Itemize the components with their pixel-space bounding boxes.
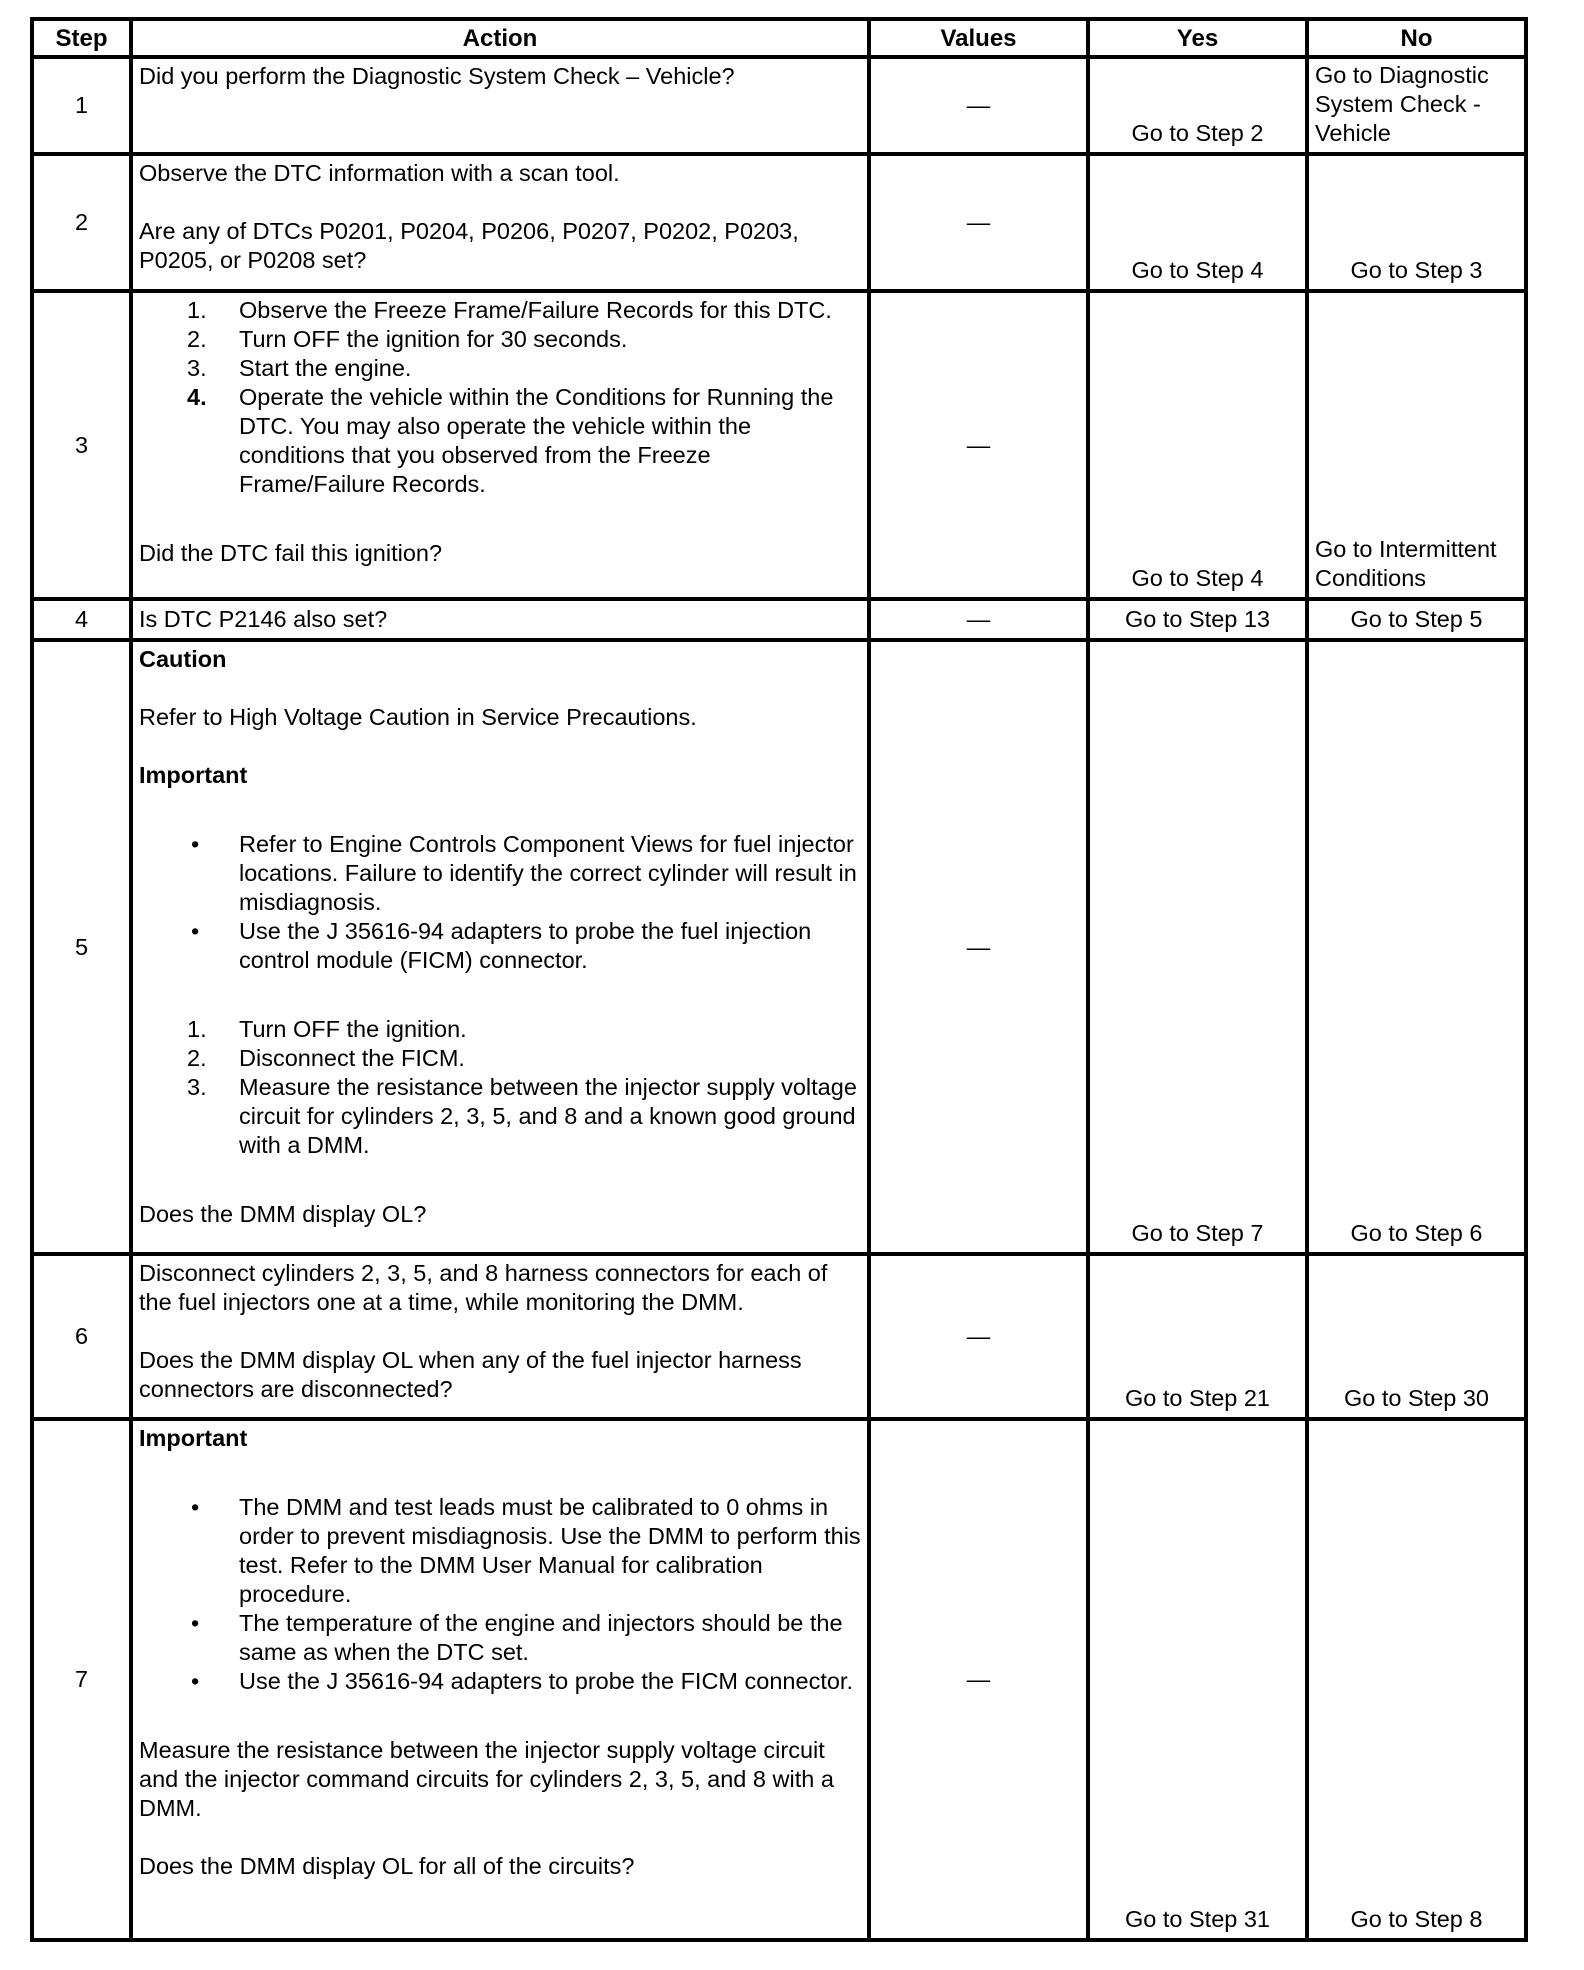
yes-link[interactable]: Go to Step 31	[1124, 1906, 1271, 1932]
yes-cell	[1088, 640, 1307, 1254]
important-title: Important	[139, 1425, 248, 1451]
no-cell	[1307, 1254, 1526, 1419]
list-item: • The DMM and test leads must be calibrated to 0 ohms in order to prevent misdiagnosis. Use the DMM to perform this test. Refer to the DMM User Manual for calibration procedure.	[191, 1494, 861, 1607]
no-link[interactable]: Go to Step 5	[1350, 606, 1483, 632]
step-number: 5	[32, 640, 131, 1254]
step-number: 1	[32, 57, 131, 154]
table-row-step-1	[32, 57, 1526, 154]
action-cell	[131, 154, 869, 291]
header-values: Values	[869, 19, 1088, 57]
action-question: Does the DMM display OL for all of the circuits?	[139, 1853, 635, 1879]
action-text: Is DTC P2146 also set?	[139, 606, 388, 632]
yes-link[interactable]: Go to Step 2	[1131, 120, 1264, 146]
list-item: 4. Operate the vehicle within the Conditions for Running the DTC. You may also operate the vehicle within the conditions that you observed from the Freeze Frame/Failure Records.	[187, 384, 834, 497]
yes-link[interactable]: Go to Step 13	[1124, 606, 1271, 632]
numbered-steps	[139, 1015, 861, 1160]
no-link[interactable]: Go to Step 30	[1343, 1385, 1490, 1411]
action-cell	[131, 1419, 869, 1940]
no-cell	[1307, 154, 1526, 291]
list-item: • Use the J 35616-94 adapters to probe the FICM connector.	[191, 1668, 853, 1694]
header-no: No	[1307, 19, 1526, 57]
yes-link[interactable]: Go to Step 4	[1131, 257, 1264, 283]
list-item: 1. Observe the Freeze Frame/Failure Records for this DTC.	[187, 297, 832, 323]
list-item: • Refer to Engine Controls Component Views for fuel injector locations. Failure to identify the correct cylinder will result in misdiagnosis.	[191, 831, 857, 915]
diagnostic-table-sheet	[30, 17, 1524, 1942]
action-question: Did the DTC fail this ignition?	[139, 540, 443, 566]
yes-cell	[1088, 57, 1307, 154]
action-question: Does the DMM display OL?	[139, 1201, 427, 1227]
header-row	[32, 19, 1526, 57]
step-number: 4	[32, 599, 131, 640]
list-item: 2. Turn OFF the ignition for 30 seconds.	[187, 326, 628, 352]
action-cell	[131, 599, 869, 640]
yes-cell	[1088, 599, 1307, 640]
values-cell: —	[869, 57, 1088, 154]
yes-cell	[1088, 154, 1307, 291]
bullet-list	[139, 830, 861, 975]
values-cell: —	[869, 154, 1088, 291]
values-cell: —	[869, 1254, 1088, 1419]
yes-cell	[1088, 291, 1307, 599]
header-yes: Yes	[1088, 19, 1307, 57]
yes-link[interactable]: Go to Step 4	[1131, 565, 1264, 591]
no-link[interactable]: Go to Diagnostic System Check - Vehicle	[1315, 62, 1489, 146]
no-link[interactable]: Go to Step 6	[1350, 1220, 1483, 1246]
values-cell: —	[869, 640, 1088, 1254]
yes-cell	[1088, 1419, 1307, 1940]
action-text: Disconnect cylinders 2, 3, 5, and 8 harness connectors for each of the fuel injectors one at a time, while monitoring the DMM.	[139, 1260, 828, 1315]
action-text: Measure the resistance between the injector supply voltage circuit and the injector command circuits for cylinders 2, 3, 5, and 8 with a DMM.	[139, 1737, 834, 1821]
action-text: Observe the DTC information with a scan tool.	[139, 160, 620, 186]
table-row-step-6	[32, 1254, 1526, 1419]
no-link[interactable]: Go to Step 3	[1350, 257, 1483, 283]
no-cell	[1307, 57, 1526, 154]
action-cell	[131, 1254, 869, 1419]
step-number: 3	[32, 291, 131, 599]
list-item: 2. Disconnect the FICM.	[187, 1045, 465, 1071]
important-title: Important	[139, 762, 248, 788]
diagnostic-table	[30, 17, 1528, 1942]
table-row-step-3	[32, 291, 1526, 599]
action-cell	[131, 291, 869, 599]
action-question: Does the DMM display OL when any of the fuel injector harness connectors are disconnected?	[139, 1347, 802, 1402]
action-cell	[131, 57, 869, 154]
action-cell	[131, 640, 869, 1254]
list-item: 3. Start the engine.	[187, 355, 412, 381]
no-cell	[1307, 291, 1526, 599]
caution-title: Caution	[139, 646, 227, 672]
values-cell: —	[869, 291, 1088, 599]
table-row-step-4	[32, 599, 1526, 640]
no-link[interactable]: Go to Step 8	[1350, 1906, 1483, 1932]
numbered-steps	[139, 296, 861, 499]
table-row-step-7	[32, 1419, 1526, 1940]
list-item: • The temperature of the engine and injectors should be the same as when the DTC set.	[191, 1610, 843, 1665]
yes-cell	[1088, 1254, 1307, 1419]
caution-text: Refer to High Voltage Caution in Service Precautions.	[139, 704, 697, 730]
no-cell	[1307, 640, 1526, 1254]
list-item: 1. Turn OFF the ignition.	[187, 1016, 467, 1042]
values-cell: —	[869, 599, 1088, 640]
values-cell: —	[869, 1419, 1088, 1940]
no-cell	[1307, 599, 1526, 640]
no-link[interactable]: Go to Intermittent Conditions	[1315, 536, 1497, 591]
table-row-step-2	[32, 154, 1526, 291]
list-item: • Use the J 35616-94 adapters to probe the fuel injection control module (FICM) connector.	[191, 918, 812, 973]
action-text: Did you perform the Diagnostic System Check – Vehicle?	[139, 63, 735, 89]
list-item: 3. Measure the resistance between the injector supply voltage circuit for cylinders 2, 3, 5, and 8 and a known good ground with a DMM.	[187, 1074, 857, 1158]
header-action: Action	[131, 19, 869, 57]
step-number: 2	[32, 154, 131, 291]
no-cell	[1307, 1419, 1526, 1940]
table-row-step-5	[32, 640, 1526, 1254]
yes-link[interactable]: Go to Step 7	[1131, 1220, 1264, 1246]
header-step: Step	[32, 19, 131, 57]
step-number: 7	[32, 1419, 131, 1940]
step-number: 6	[32, 1254, 131, 1419]
bullet-list	[139, 1493, 861, 1696]
action-question: Are any of DTCs P0201, P0204, P0206, P0207, P0202, P0203, P0205, or P0208 set?	[139, 218, 799, 273]
yes-link[interactable]: Go to Step 21	[1124, 1385, 1271, 1411]
